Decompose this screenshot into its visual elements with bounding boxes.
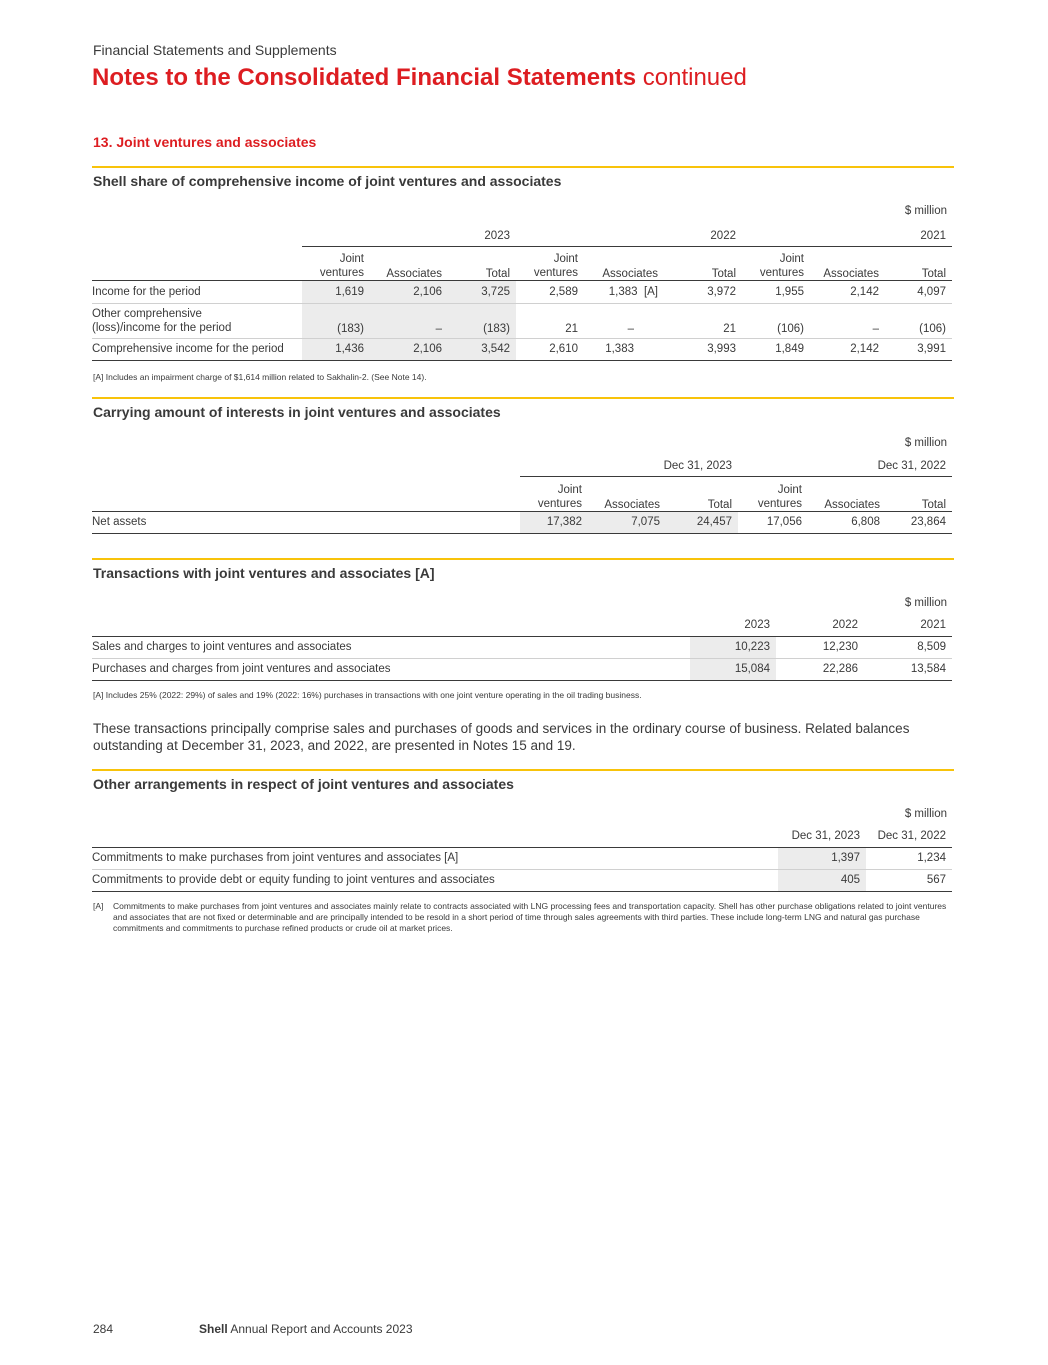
year-header-row bbox=[92, 615, 952, 636]
period-header: Dec 31, 2023 bbox=[520, 456, 738, 476]
page-title-main: Notes to the Consolidated Financial Statements bbox=[92, 64, 637, 91]
col-joint-ventures bbox=[516, 246, 584, 280]
table-row bbox=[92, 338, 952, 360]
cell-value: 12,230 bbox=[776, 636, 864, 658]
col-label: Joint bbox=[779, 252, 804, 265]
document-supertitle: Financial Statements and Supplements bbox=[93, 42, 337, 58]
cell-value: 2,610 bbox=[516, 338, 584, 360]
cell-value: 7,075 bbox=[588, 511, 666, 533]
cell-value bbox=[584, 280, 664, 303]
table-row bbox=[92, 658, 952, 680]
cell-value: (106) bbox=[742, 303, 810, 338]
footnote: [A] Includes an impairment charge of $1,614 million related to Sakhalin-2. (See Note 14). bbox=[93, 372, 427, 382]
cell-value: 15,084 bbox=[690, 658, 776, 680]
cell-value: 21 bbox=[516, 303, 584, 338]
cell-value: 17,056 bbox=[738, 511, 808, 533]
section-divider bbox=[92, 769, 954, 771]
col-joint-ventures bbox=[520, 476, 588, 511]
table-row bbox=[92, 303, 952, 338]
page-title bbox=[92, 64, 747, 92]
publication-footer bbox=[199, 1322, 413, 1336]
unit-label: $ million bbox=[904, 205, 947, 217]
section-divider bbox=[92, 166, 954, 168]
cell-value: (183) bbox=[302, 303, 370, 338]
year-header: 2022 bbox=[776, 615, 864, 636]
cell-value: 1,955 bbox=[742, 280, 810, 303]
section-title-carrying-amount: Carrying amount of interests in joint ventures and associates bbox=[93, 404, 501, 420]
col-total: Total bbox=[666, 476, 738, 511]
section-title-comprehensive-income: Shell share of comprehensive income of joint ventures and associates bbox=[93, 173, 562, 189]
column-header-row bbox=[92, 476, 952, 511]
cell-value: 1,383 bbox=[584, 338, 664, 360]
col-label: Joint bbox=[553, 252, 578, 265]
period-header: Dec 31, 2022 bbox=[866, 826, 952, 847]
cell-value: 2,106 bbox=[370, 280, 448, 303]
unit-label: $ million bbox=[904, 437, 947, 449]
footnote bbox=[93, 901, 953, 934]
footnote-marker: [A] bbox=[93, 901, 104, 911]
cell-value: 13,584 bbox=[864, 658, 952, 680]
cell-value: 1,849 bbox=[742, 338, 810, 360]
col-label: Joint bbox=[557, 483, 582, 496]
col-associates: Associates bbox=[370, 246, 448, 280]
cell-value: 3,972 bbox=[664, 280, 742, 303]
col-label: ventures bbox=[319, 266, 364, 279]
cell-value: 405 bbox=[778, 869, 866, 891]
year-header: 2023 bbox=[690, 615, 776, 636]
period-header-row bbox=[92, 456, 952, 476]
column-header-row bbox=[92, 246, 952, 280]
col-associates: Associates bbox=[808, 476, 886, 511]
year-header: 2021 bbox=[742, 226, 952, 246]
row-label-line: Other comprehensive bbox=[92, 307, 202, 320]
row-label-line: (loss)/income for the period bbox=[92, 321, 232, 334]
cell-value: 17,382 bbox=[520, 511, 588, 533]
col-joint-ventures bbox=[302, 246, 370, 280]
cell-value: 2,142 bbox=[810, 280, 885, 303]
cell-value: 1,397 bbox=[778, 847, 866, 869]
period-header: Dec 31, 2022 bbox=[738, 456, 952, 476]
cell-value: – bbox=[584, 303, 664, 338]
page-title-suffix: continued bbox=[642, 64, 747, 91]
section-divider bbox=[92, 558, 954, 560]
cell-value: 2,589 bbox=[516, 280, 584, 303]
col-total: Total bbox=[448, 246, 516, 280]
brand-name: Shell bbox=[199, 1322, 228, 1336]
row-label: Sales and charges to joint ventures and associates bbox=[92, 636, 690, 658]
col-total: Total bbox=[664, 246, 742, 280]
cell-value: 3,725 bbox=[448, 280, 516, 303]
col-total: Total bbox=[885, 246, 952, 280]
footnote-text: Commitments to make purchases from joint ventures and associates mainly relate to contracts associated with LNG processing fees and transportation capacity. Shell has other purchase obligations related to joint ventures and associates that are not fixed or determinable and are principally intended to be resold in a short period of time through sales agreements with third parties. These include long-term LNG and natural gas purchase commitments and commitments to purchase refined products or crude oil at market prices. bbox=[113, 901, 947, 933]
period-header-row bbox=[92, 826, 952, 847]
cell-value: 1,619 bbox=[302, 280, 370, 303]
cell-value: 4,097 bbox=[885, 280, 952, 303]
col-label: ventures bbox=[759, 266, 804, 279]
table-row bbox=[92, 511, 952, 533]
cell-value: 2,106 bbox=[370, 338, 448, 360]
cell-value: – bbox=[370, 303, 448, 338]
year-header-row bbox=[92, 226, 952, 246]
cell-value: 24,457 bbox=[666, 511, 738, 533]
cell-value: 3,993 bbox=[664, 338, 742, 360]
cell-value: 8,509 bbox=[864, 636, 952, 658]
unit-label: $ million bbox=[904, 808, 947, 820]
other-arrangements-table bbox=[92, 826, 952, 892]
cell-value: 3,542 bbox=[448, 338, 516, 360]
cell-value: 1,436 bbox=[302, 338, 370, 360]
carrying-amount-table bbox=[92, 456, 952, 534]
footnote-marker: [A] bbox=[643, 285, 658, 298]
col-joint-ventures bbox=[738, 476, 808, 511]
row-label bbox=[92, 303, 302, 338]
transactions-table bbox=[92, 615, 952, 681]
col-label: ventures bbox=[537, 497, 582, 510]
row-label: Commitments to provide debt or equity funding to joint ventures and associates bbox=[92, 869, 778, 891]
year-header: 2022 bbox=[516, 226, 742, 246]
row-label: Commitments to make purchases from joint ventures and associates [A] bbox=[92, 847, 778, 869]
row-label: Purchases and charges from joint ventures and associates bbox=[92, 658, 690, 680]
cell-value: 1,234 bbox=[866, 847, 952, 869]
publication-title: Annual Report and Accounts 2023 bbox=[230, 1322, 413, 1336]
footnote: [A] Includes 25% (2022: 29%) of sales and 19% (2022: 16%) purchases in transactions with one joint venture operating in the oil trading business. bbox=[93, 690, 642, 700]
year-header: 2023 bbox=[302, 226, 516, 246]
row-label: Net assets bbox=[92, 511, 520, 533]
col-total: Total bbox=[886, 476, 952, 511]
year-header: 2021 bbox=[864, 615, 952, 636]
cell-value: (106) bbox=[885, 303, 952, 338]
page-number: 284 bbox=[93, 1322, 114, 1336]
col-label: Joint bbox=[339, 252, 364, 265]
cell-value: 6,808 bbox=[808, 511, 886, 533]
col-label: ventures bbox=[533, 266, 578, 279]
unit-label: $ million bbox=[904, 597, 947, 609]
comprehensive-income-table bbox=[92, 226, 952, 361]
col-label: ventures bbox=[757, 497, 802, 510]
note-title: 13. Joint ventures and associates bbox=[93, 134, 317, 150]
cell-value: 23,864 bbox=[886, 511, 952, 533]
table-row bbox=[92, 636, 952, 658]
col-associates: Associates bbox=[584, 246, 664, 280]
col-label: Joint bbox=[777, 483, 802, 496]
cell-value: 3,991 bbox=[885, 338, 952, 360]
cell-value: 2,142 bbox=[810, 338, 885, 360]
row-label: Income for the period bbox=[92, 280, 302, 303]
table-row bbox=[92, 847, 952, 869]
section-divider bbox=[92, 397, 954, 399]
row-label: Comprehensive income for the period bbox=[92, 338, 302, 360]
col-joint-ventures bbox=[742, 246, 810, 280]
col-associates: Associates bbox=[810, 246, 885, 280]
cell-value: 22,286 bbox=[776, 658, 864, 680]
section-title-transactions: Transactions with joint ventures and associates [A] bbox=[93, 565, 435, 581]
table-row bbox=[92, 869, 952, 891]
col-associates: Associates bbox=[588, 476, 666, 511]
period-header: Dec 31, 2023 bbox=[778, 826, 866, 847]
cell-value: 567 bbox=[866, 869, 952, 891]
section-title-other-arrangements: Other arrangements in respect of joint ventures and associates bbox=[93, 776, 514, 792]
cell-value: (183) bbox=[448, 303, 516, 338]
cell-value: – bbox=[810, 303, 885, 338]
cell-value: 21 bbox=[664, 303, 742, 338]
body-paragraph: These transactions principally comprise sales and purchases of goods and services in the ordinary course of business. Related balances outstanding at December 31, 2023, and 2022, are presented in Notes 15 and 19. bbox=[93, 721, 910, 753]
table-row bbox=[92, 280, 952, 303]
cell-value: 10,223 bbox=[690, 636, 776, 658]
cell-value-text: 1,383 bbox=[608, 285, 638, 298]
